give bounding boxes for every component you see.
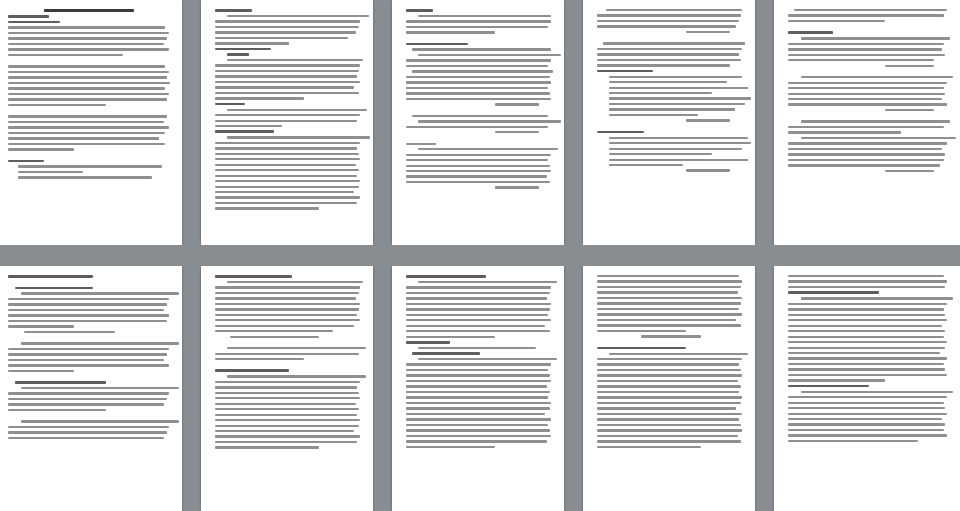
page-text-block [406,275,554,507]
page-thumbnail[interactable] [774,0,960,245]
page-row-top [0,0,960,245]
page-text-block [215,275,363,507]
page-text-block [788,9,950,241]
page-thumbnail[interactable] [583,266,755,511]
page-text-block [597,275,745,507]
page-thumbnail[interactable] [0,0,182,245]
page-text-block [597,9,745,241]
page-row-bottom [0,266,960,511]
page-text-block [406,9,554,241]
page-text-block [8,275,172,507]
page-thumbnail[interactable] [201,266,373,511]
page-thumbnail[interactable] [392,266,564,511]
page-text-block [8,9,172,241]
page-thumbnail[interactable] [0,266,182,511]
page-thumbnail[interactable] [392,0,564,245]
page-thumbnail[interactable] [583,0,755,245]
page-thumbnail[interactable] [774,266,960,511]
page-text-block [215,9,363,241]
page-thumbnail[interactable] [201,0,373,245]
page-text-block [788,275,950,507]
